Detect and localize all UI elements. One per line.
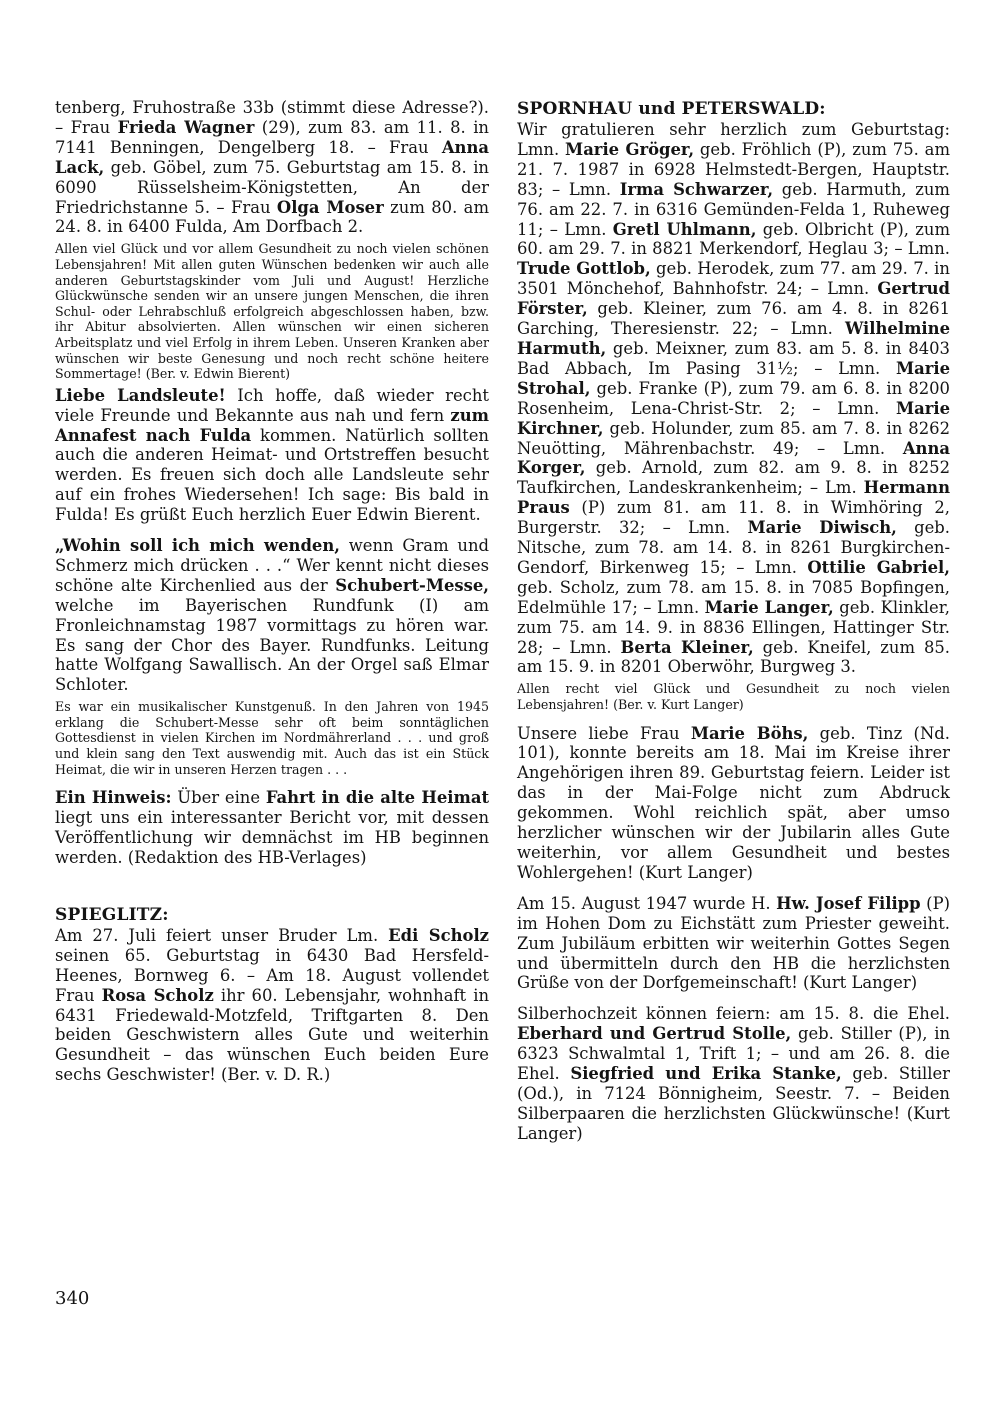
bold-name: Berta Kleiner, xyxy=(620,637,754,657)
text-run: geb. Nitsche, zum 78. am 14. 8. in 8261 Burgkirchen-Gendorf, Birkenweg 15; – Lmn. xyxy=(517,518,950,577)
text-run: liegt uns ein interessanter Bericht vor, mit dessen Veröffentlichung wir demnächst im HB beginnen werden. (Redaktion des HB-Verlages) xyxy=(55,808,489,867)
left-column xyxy=(55,98,489,1085)
text-run: geb. Holunder, zum 85. am 7. 8. in 8262 Neuötting, Mährenbachstr. 49; – Lmn. xyxy=(517,418,950,458)
bold-name: Ottilie Gabriel, xyxy=(807,557,950,577)
bold-name: Trude Gottlob, xyxy=(517,259,651,279)
bold-name: Anna Korger, xyxy=(517,438,950,478)
text-run: seinen 65. Geburtstag in 6430 Bad Hersfeld-Heenes, Bornweg 6. – Am 18. August vollendet Frau xyxy=(55,945,489,1005)
text-run: geb. Stiller (P), in 6323 Schwalmtal 1, Trift 1; – und am 26. 8. die Ehel. xyxy=(517,1024,950,1084)
paragraph-annafest xyxy=(55,386,489,525)
bold-name: Irma Schwarzer, xyxy=(619,179,774,199)
text-run: geb. Göbel, zum 75. Geburtstag am 15. 8. in 6090 Rüsselsheim-Königstetten, An der Friedrichstanne 5. – Frau xyxy=(55,157,489,217)
text-run: geb. Fröhlich (P), zum 75. am 21. 7. 1987 in 6928 Helmstedt-Bergen, Hauptstr. 83; – Lmn. xyxy=(517,139,950,199)
text-run: Silberhochzeit können feiern: am 15. 8. die Ehel. xyxy=(517,1004,950,1024)
bold-name: zum Annafest nach Fulda xyxy=(55,405,489,445)
bold-name: Hermann Praus xyxy=(517,478,950,518)
text-run: geb. Kleiner, zum 76. am 4. 8. in 8261 Garching, Theresienstr. 22; – Lmn. xyxy=(517,299,950,339)
paragraph-marie-boehs xyxy=(517,724,950,883)
text-run: tenberg, Fruhostraße 33b (stimmt diese Adresse?). – Frau xyxy=(55,98,489,137)
bold-name: Marie Böhs, xyxy=(690,723,809,743)
text-run: geb. Olbricht (P), zum 60. am 29. 7. in 8821 Merkendorf, Heglau 3; – Lmn. xyxy=(517,219,950,259)
bold-name: Liebe Landsleute! xyxy=(55,385,226,405)
text-run: geb. Meixner, zum 83. am 5. 8. in 8403 Bad Abbach, Im Pasing 31½; – Lmn. xyxy=(517,338,950,378)
bold-name: Marie Strohal, xyxy=(517,358,950,398)
text-run: geb. Tinz (Nd. 101), konnte bereits am 18. Mai im Kreise ihrer Angehörigen ihren 89. Geburtstag feiern. Leider ist das in der Mai-Folge nicht zum Abdruck gekommen. Wohl reichlich spät, aber umso herzlicher wünschen wir der Jubilarin alles Gute weiterhin, vor allem Gesundheit und bestes Wohlergehen! (Kurt Langer) xyxy=(517,723,950,882)
paragraph-hinweis xyxy=(55,788,489,868)
text-run: Es war ein musikalischer Kunstgenuß. In den Jahren von 1945 erklang die Schubert-Messe sehr oft beim sonntäglichen Gottesdienst in vielen Kirchen im Nordmährerland . . . und groß und klein sang den Text auswendig mit. Auch das ist ein Stück Heimat, die wir in unseren Herzen tragen . . . xyxy=(55,699,489,777)
bold-name: Ein Hinweis: xyxy=(55,788,172,808)
bold-name: Marie Kirchner, xyxy=(517,398,950,438)
right-column xyxy=(517,98,950,1144)
text-run: wenn Gram und Schmerz mich drücken . . .“ Wer kennt nicht dieses schöne alte Kirchenlied aus der xyxy=(55,536,489,595)
bold-name: Frieda Wagner xyxy=(117,117,255,137)
text-run: Wir gratulieren sehr herzlich zum Geburtstag: Lmn. xyxy=(517,120,950,159)
bold-name: Schubert-Messe, xyxy=(335,575,489,595)
text-run: ihr 60. Lebensjahr, wohnhaft in 6431 Friedewald-Motzfeld, Triftgarten 8. Den beiden Geschwistern alles Gute und weiterhin Gesundheit – das wünschen Euch beiden Eure sechs Geschwister! (Ber. v. D. R.) xyxy=(55,985,489,1085)
bold-name: Edi Scholz xyxy=(388,925,489,945)
bold-name: Marie Gröger, xyxy=(565,139,695,159)
section-heading-spieglitz: SPIEGLITZ: xyxy=(55,904,169,925)
bold-name: Marie Diwisch, xyxy=(747,518,897,538)
bold-name: Fahrt in die alte Heimat xyxy=(265,788,490,808)
paragraph-birthdays-continued xyxy=(55,98,489,237)
text-run: geb. Stiller (Od.), in 7124 Bönnigheim, Seestr. 7. – Beiden Silberpaaren die herzlichsten Glückwünsche! (Kurt Langer) xyxy=(517,1064,951,1143)
text-run: Am 27. Juli feiert unser Bruder Lm. xyxy=(55,925,389,945)
paragraph-josef-filipp xyxy=(517,894,950,994)
text-run: kommen. Natürlich sollten auch die anderen Heimat- und Ortstreffen besucht werden. Es freuen sich doch alle Landsleute sehr auf ein frohes Wiedersehen! Ich sage: Bis bald in Fulda! Es grüßt Euch herzlich Euer Edwin Bierent. xyxy=(55,425,489,525)
page-number: 340 xyxy=(55,1288,90,1309)
paragraph-good-wishes xyxy=(55,241,489,381)
bold-name: Olga Moser xyxy=(276,197,384,217)
text-run: Allen viel Glück und vor allem Gesundheit zu noch vielen schönen Lebensjahren! Mit allen guten Wünschen bedenken wir auch alle anderen Geburtstagskinder vom Juli und August! Herzliche Glückwünsche senden wir an unsere jungen Menschen, die ihren Schul- oder Lehrabschluß erfolgreich abgeschlossen haben, bzw. ihr Abitur absolvierten. Allen wünschen wir einen sicheren Arbeitsplatz und viel Erfolg in ihrem Leben. Unseren Kranken aber wünschen wir beste Genesung und noch recht schöne heitere Sommertage! (Ber. v. Edwin Bierent) xyxy=(55,241,489,382)
paragraph-silberhochzeit xyxy=(517,1004,950,1143)
text-run: Über eine xyxy=(171,788,266,808)
paragraph-kunstgenuss xyxy=(55,699,489,777)
bold-name: Wilhelmine Harmuth, xyxy=(517,319,950,358)
text-run: geb. Klinkler, zum 75. am 14. 9. in 8836 Ellingen, Hattinger Str. 28; – Lmn. xyxy=(517,597,950,657)
text-run: geb. Arnold, zum 82. am 9. 8. in 8252 Taufkirchen, Landeskrankenheim; – Lm. xyxy=(517,458,950,498)
bold-name: Hw. Josef Filipp xyxy=(776,893,921,913)
text-run: Allen recht viel Glück und Gesundheit zu noch vielen Lebensjahren! (Ber. v. Kurt Langer) xyxy=(517,681,950,712)
section-heading-spornhau: SPORNHAU und PETERSWALD: xyxy=(517,99,826,119)
bold-name: Gertrud Förster, xyxy=(517,279,950,319)
text-run: geb. Herodek, zum 77. am 29. 7. in 3501 Mönchehof, Bahnhofstr. 24; – Lmn. xyxy=(517,259,950,299)
text-run: (P) im Hohen Dom zu Eichstätt zum Priester geweiht. Zum Jubiläum erbitten wir weiterhin Gottes Segen und übermitteln durch den HB die herzlichsten Grüße von der Dorfgemeinschaft! (Kurt Langer) xyxy=(517,893,951,993)
bold-name: Marie Langer, xyxy=(704,597,834,617)
text-run: geb. Franke (P), zum 79. am 6. 8. in 8200 Rosenheim, Lena-Christ-Str. 2; – Lmn. xyxy=(517,378,950,418)
paragraph-spieglitz xyxy=(55,926,489,1085)
paragraph-spornhau-wishes xyxy=(517,681,950,712)
bold-name: Anna Lack, xyxy=(55,137,489,177)
text-run: zum 80. am 24. 8. in 6400 Fulda, Am Dorfbach 2. xyxy=(55,197,489,237)
bold-name: Gretl Uhlmann, xyxy=(612,219,757,239)
bold-name: Rosa Scholz xyxy=(101,985,214,1005)
text-run: welche im Bayerischen Rundfunk (I) am Fronleichnamstag 1987 vormittags zu hören war. Es sang der Chor des Bayer. Rundfunks. Leitung hatte Wolfgang Sawallisch. An der Orgel saß Elmar Schloter. xyxy=(55,595,489,695)
text-run: (P) zum 81. am 11. 8. in Wimhöring 2, Burgerstr. 32; – Lmn. xyxy=(517,498,950,538)
bold-name: „Wohin soll ich mich wenden, xyxy=(55,536,340,556)
text-run: Am 15. August 1947 wurde H. xyxy=(517,893,777,913)
paragraph-spornhau-birthdays xyxy=(517,120,950,677)
text-run: geb. Scholz, zum 78. am 15. 8. in 7085 Bopfingen, Edelmühle 17; – Lmn. xyxy=(517,577,950,617)
paragraph-schubert-messe xyxy=(55,536,489,695)
bold-name: Eberhard und Gertrud Stolle, xyxy=(517,1024,792,1044)
text-run: Ich hoffe, daß wieder recht viele Freunde und Bekannte aus nah und fern xyxy=(55,385,490,425)
text-run: geb. Harmuth, zum 76. am 22. 7. in 6316 Gemünden-Felda 1, Ruheweg 11; – Lmn. xyxy=(517,179,950,239)
text-run: (29), zum 83. am 11. 8. in 7141 Benningen, Dengelberg 18. – Frau xyxy=(55,117,489,157)
bold-name: Siegfried und Erika Stanke, xyxy=(570,1064,842,1084)
text-run: Unsere liebe Frau xyxy=(517,723,691,743)
text-run: geb. Kneifel, zum 85. am 15. 9. in 8201 Oberwöhr, Burgweg 3. xyxy=(517,637,951,677)
